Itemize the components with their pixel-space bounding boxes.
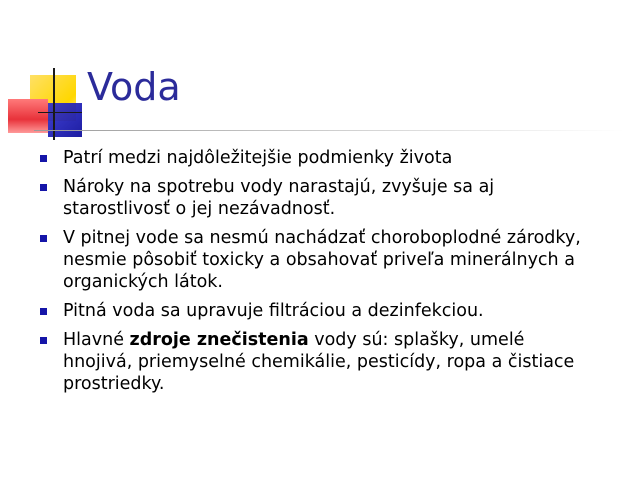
slide-title: Voda: [87, 65, 181, 109]
logo-red-square: [8, 99, 48, 133]
bullet-text: [63, 330, 574, 394]
bullet-item: [38, 329, 598, 395]
bullet-text-emphasis: zdroje znečistenia: [129, 330, 309, 350]
title-underline: [34, 130, 624, 131]
bullet-square-icon: [40, 184, 47, 191]
bullet-text: Nároky na spotrebu vody narastajú, zvyšuje sa aj starostlivosť o jej nezávadnosť.: [63, 177, 495, 219]
logo-horizontal-line: [38, 112, 82, 113]
bullet-text: Pitná voda sa upravuje filtráciou a dezinfekciou.: [63, 301, 484, 321]
bullet-item: [38, 147, 598, 169]
bullet-text: Patrí medzi najdôležitejšie podmienky života: [63, 148, 453, 168]
bullet-item: [38, 300, 598, 322]
bullet-text-after: vody sú: splašky, umelé hnojivá, priemyselné chemikálie, pesticídy, ropa a čistiace prostriedky.: [63, 330, 575, 394]
bullet-square-icon: [40, 235, 47, 242]
bullet-text-before: Hlavné: [63, 330, 130, 350]
bullet-square-icon: [40, 337, 47, 344]
bullet-list: [38, 147, 598, 402]
bullet-text: V pitnej vode sa nesmú nachádzať choroboplodné zárodky, nesmie pôsobiť toxicky a obsahovať priveľa minerálnych a organických látok.: [63, 228, 581, 292]
bullet-square-icon: [40, 155, 47, 162]
bullet-item: [38, 227, 598, 293]
bullet-item: [38, 176, 598, 220]
bullet-square-icon: [40, 308, 47, 315]
